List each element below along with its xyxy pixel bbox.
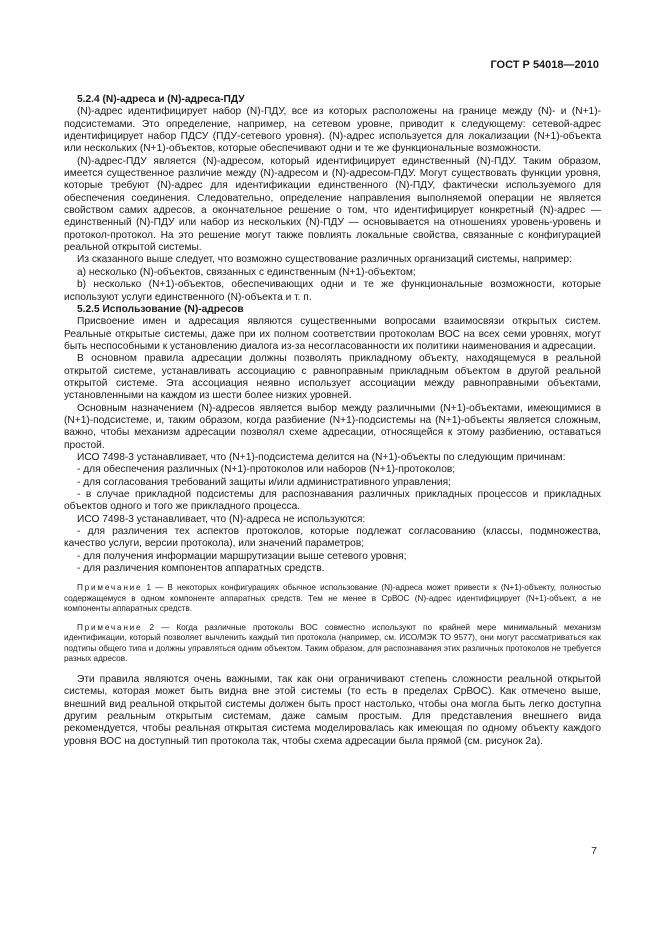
paragraph: Основным назначением (N)-адресов является выбор между различными (N+1)-объектами, имеющимися в (N+1)-подсистеме, и, таким образом, когда разбиение (N+1)-подсистемы на (N+1)-объекты является сложным, важно, чтобы механизм адресации позволял схеме адресации, относящейся к этому разбиению, оставаться простой. — [64, 402, 601, 451]
list-item: - для различения тех аспектов протоколов, которые подлежат согласованию (классы, подмножества, качество услуги, версии протокола), или значений параметров; — [64, 526, 601, 550]
note-1 — [64, 583, 601, 615]
paragraph: Из сказанного выше следует, что возможно существование различных организаций системы, например: — [77, 254, 572, 266]
list-item-a: а) несколько (N)-объектов, связанных с единственным (N+1)-объектом; — [77, 266, 416, 278]
note-2 — [64, 623, 601, 665]
paragraph: Присвоение имен и адресация являются существенными вопросами взаимосвязи открытых систем. Реальные открытые системы, даже при их полном соответствии протоколам ВОС на всех семи уровнях, могут быть неспособными к установлению диалога из-за несогласованности их политики наименования и адресации. — [64, 316, 601, 352]
note-label: Примечание — [77, 583, 143, 593]
list-item: - для согласования требований защиты и/или административного управления; — [77, 476, 451, 488]
note-text: 1 — В некоторых конфигурациях обычное использование (N)-адреса может привести к (N+1)-объекту, полностью содержащемуся в одном компоненте аппаратных средств. Тем не менее в СрВОС (N)-адрес идентифицирует (N+1)-объект, а не компоненты аппаратных средств. — [64, 583, 601, 614]
paragraph: (N)-адрес идентифицирует набор (N)-ПДУ, все из которых расположены на границе между (N)- и (N+1)-подсистемами. Это определение, например, на сетевом уровне, приводит к следующему: сетевой-адрес идентифицирует набор ПДСУ (ПДУ-сетевого уровня). (N)-адрес используется для локализации (N+1)-объекта или нескольких (N+1)-объектов, которые обеспечивают одни и те же функциональные возможности. — [64, 106, 601, 155]
section-heading-5-2-4: 5.2.4 (N)-адреса и (N)-адреса-ПДУ — [77, 94, 245, 105]
list-item: - в случае прикладной подсистемы для распознавания различных прикладных процессов и прикладных объектов одного и того же прикладного процесса. — [64, 489, 601, 513]
document-body — [64, 94, 601, 748]
section-heading-5-2-5: 5.2.5 Использование (N)-адресов — [77, 303, 244, 315]
paragraph: ИСО 7498-3 устанавливает, что (N)-адреса не используются: — [77, 513, 366, 525]
paragraph: ИСО 7498-3 устанавливает, что (N+1)-подсистема делится на (N+1)-объекты по следующим причинам: — [77, 451, 566, 463]
note-label: Примечание — [77, 622, 143, 632]
list-item-b: b) несколько (N+1)-объектов, обеспечивающих одни и те же функциональные возможности, которые используют услуги единственного (N)-объекта и т. п. — [64, 279, 601, 303]
note-text: 2 — Когда различные протоколы ВОС совместно используют по крайней мере минимальный механизм идентификации, который позволяет вычленить каждый тип протокола (например, см. ИСО/МЭК ТО 9577), они могут рассматриваться как подтипы общего типа и должны управляться одним объектом. Таким образом, для распознавания этих различных протоколов не требуется разных адресов. — [64, 622, 601, 664]
list-item: - для получения информации маршрутизации выше сетевого уровня; — [77, 550, 407, 562]
paragraph: Эти правила являются очень важными, так как они ограничивают степень сложности реальной открытой системы, которая может быть видна вне этой системы (то есть в пределах СрВОС). Как отмечено выше, внешний вид реальной открытой системы должен быть прост настолько, чтобы она могла быть легко доступна другим реальным открытым системам, даже самым простым. Для представления внешнего вида рекомендуется, чтобы реальная открытая система моделировалась как имеющая по одному объекту каждого уровня ВОС на доступный тип протокола так, чтобы схема адресации была прямой (см. рисунок 2а). — [64, 673, 601, 747]
page-number: 7 — [591, 845, 597, 857]
list-item: - для обеспечения различных (N+1)-протоколов или наборов (N+1)-протоколов; — [77, 464, 456, 476]
list-item: - для различения компонентов аппаратных средств. — [77, 563, 325, 575]
paragraph: (N)-адрес-ПДУ является (N)-адресом, который идентифицирует единственный (N)-ПДУ. Таким образом, имеется существенное различие между (N)-адресом и (N)-адресом-ПДУ. Могут существовать функции уровня, которые требуют (N)-адрес для идентификации единственного (N)-ПДУ, фактически используемого для обеспечения соединения. Следовательно, определение направления выполняемой операции не является свойством самих адресов, а окончательное решение о том, что идентифицирует конкретный (N)-адрес — единственный (N)-ПДУ или набор из нескольких (N)-ПДУ — основывается на отношениях уровень-уровень и протокол-протокол. На это решение могут также повлиять локальные свойства, связанные с конфигурацией реальной открытой системы. — [64, 155, 601, 254]
standard-header: ГОСТ Р 54018—2010 — [490, 59, 599, 71]
paragraph: В основном правила адресации должны позволять прикладному объекту, находящемуся в реальной открытой системе, устанавливать ассоциацию с равноправным прикладным объектом в другой реальной открытой системе. Эта ассоциация неявно использует ассоциации между равноправными объектами, установленными на каждом из шести более низких уровней. — [64, 353, 601, 402]
